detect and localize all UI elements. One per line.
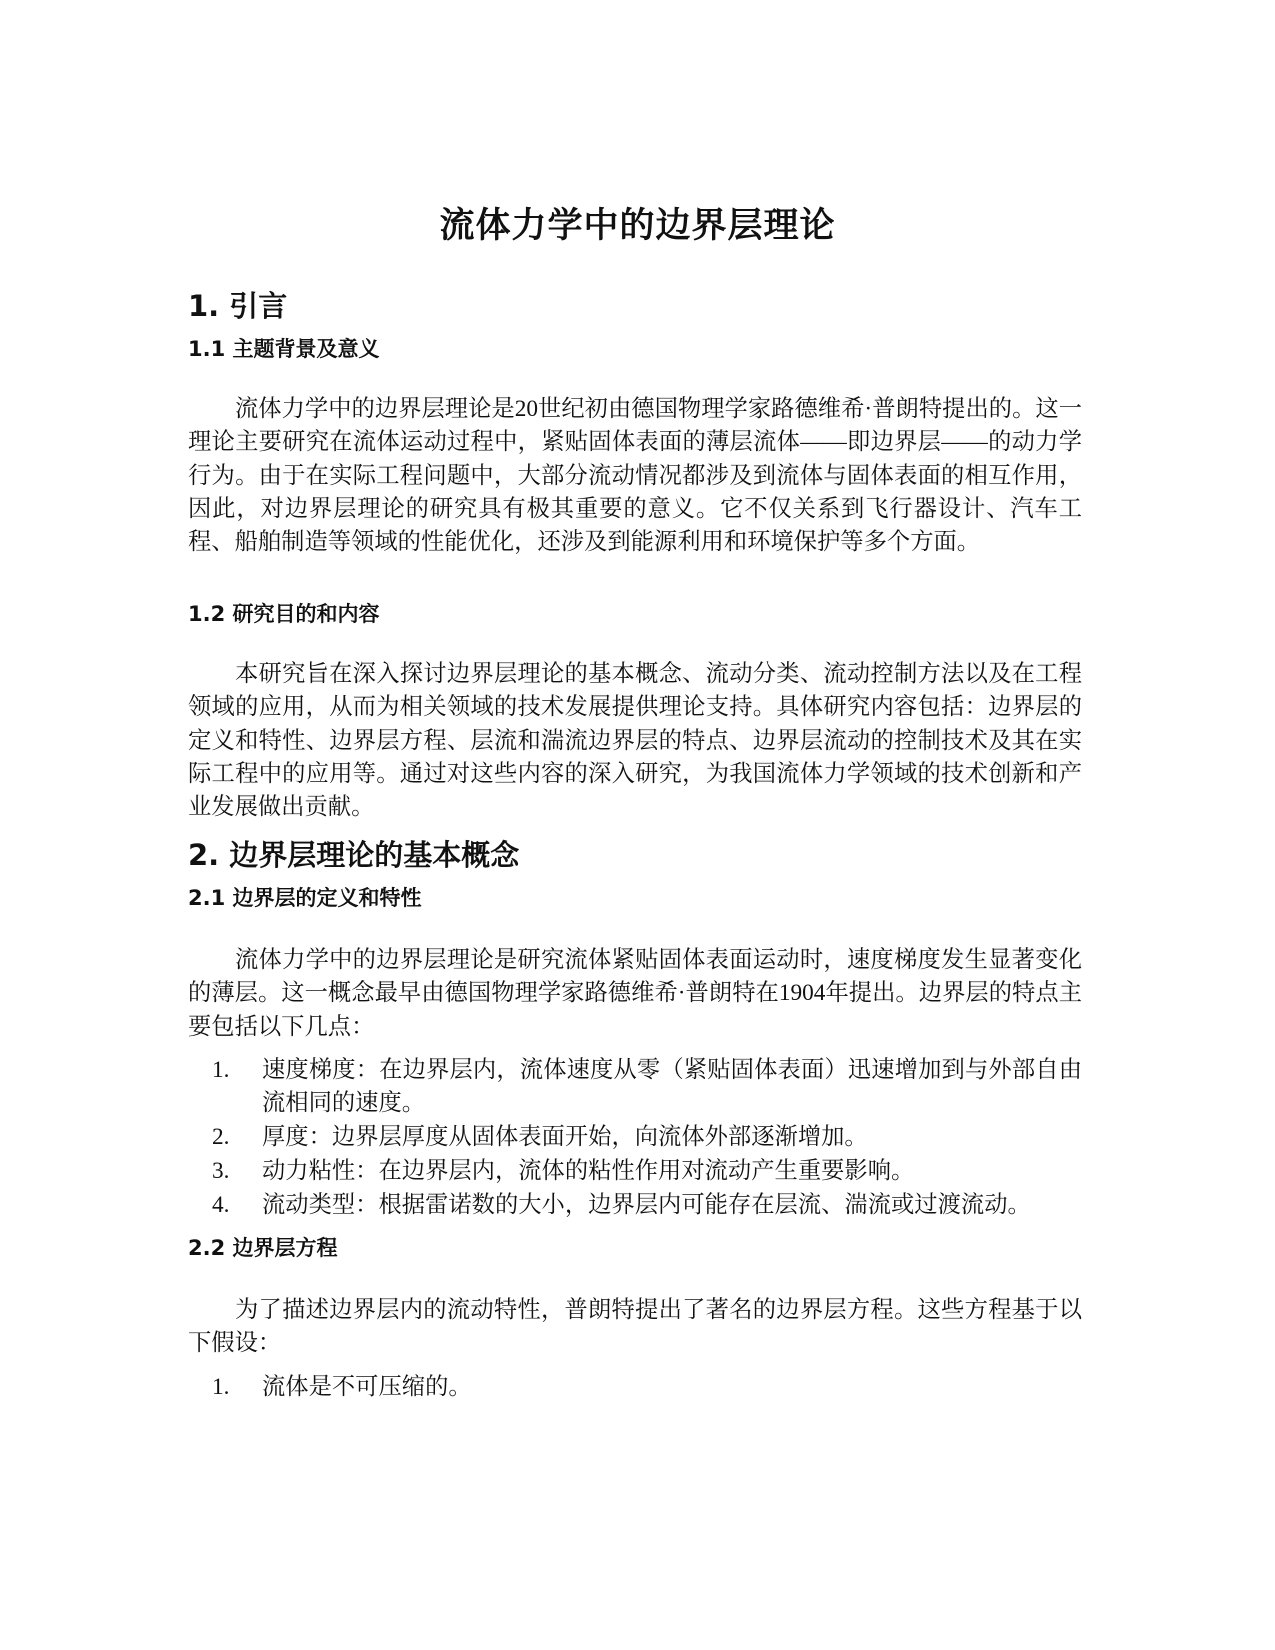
list-item-number: 1.	[212, 1057, 230, 1083]
list-item-text: 动力粘性：在边界层内，流体的粘性作用对流动产生重要影响。	[262, 1158, 915, 1184]
list-item	[212, 1155, 1082, 1188]
list-item	[212, 1371, 1082, 1404]
subsection-heading-purpose: 1.2 研究目的和内容	[188, 602, 380, 626]
section-heading-introduction: 1. 引言	[188, 289, 288, 323]
paragraph-purpose: 本研究旨在深入探讨边界层理论的基本概念、流动分类、流动控制方法以及在工程领域的应用，从而为相关领域的技术发展提供理论支持。具体研究内容包括：边界层的定义和特性、边界层方程、层流和湍流边界层的特点、边界层流动的控制技术及其在实际工程中的应用等。通过对这些内容的深入研究，为我国流体力学领域的技术创新和产业发展做出贡献。	[188, 661, 1082, 821]
subsection-heading-definition: 2.1 边界层的定义和特性	[188, 886, 422, 910]
list-item-number: 2.	[212, 1124, 230, 1150]
subsection-heading-equations: 2.2 边界层方程	[188, 1236, 338, 1260]
subsection-heading-background: 1.1 主题背景及意义	[188, 337, 380, 361]
list-item-text: 流体是不可压缩的。	[262, 1374, 472, 1400]
list-item-number: 3.	[212, 1158, 230, 1184]
list-item-number: 4.	[212, 1192, 230, 1218]
section-heading-basic-concepts: 2. 边界层理论的基本概念	[188, 838, 520, 872]
list-item-text: 速度梯度：在边界层内，流体速度从零（紧贴固体表面）迅速增加到与外部自由流相同的速度。	[262, 1057, 1082, 1117]
paragraph-equations: 为了描述边界层内的流动特性，普朗特提出了著名的边界层方程。这些方程基于以下假设：	[188, 1297, 1082, 1357]
list-item-text: 厚度：边界层厚度从固体表面开始，向流体外部逐渐增加。	[262, 1124, 868, 1150]
list-item-text: 流动类型：根据雷诺数的大小，边界层内可能存在层流、湍流或过渡流动。	[262, 1192, 1031, 1218]
list-item-number: 1.	[212, 1374, 230, 1400]
paragraph-background: 流体力学中的边界层理论是20世纪初由德国物理学家路德维希·普朗特提出的。这一理论主要研究在流体运动过程中，紧贴固体表面的薄层流体——即边界层——的动力学行为。由于在实际工程问题中，大部分流动情况都涉及到流体与固体表面的相互作用，因此，对边界层理论的研究具有极其重要的意义。它不仅关系到飞行器设计、汽车工程、船舶制造等领域的性能优化，还涉及到能源利用和环境保护等多个方面。	[188, 396, 1082, 556]
document-title: 流体力学中的边界层理论	[439, 206, 836, 246]
list-item	[212, 1054, 1082, 1121]
list-item	[212, 1189, 1082, 1222]
paragraph-definition: 流体力学中的边界层理论是研究流体紧贴固体表面运动时，速度梯度发生显著变化的薄层。这一概念最早由德国物理学家路德维希·普朗特在1904年提出。边界层的特点主要包括以下几点：	[188, 947, 1082, 1040]
list-item	[212, 1121, 1082, 1154]
